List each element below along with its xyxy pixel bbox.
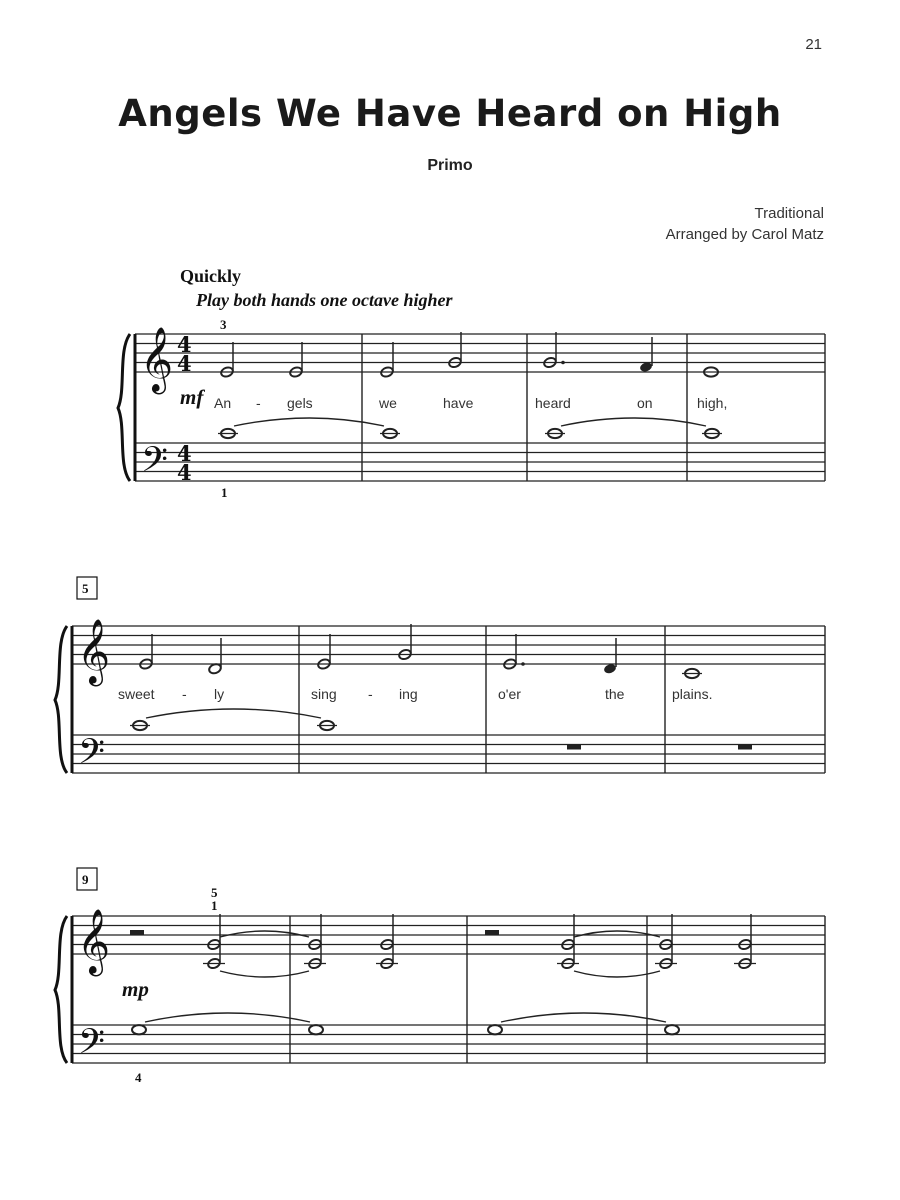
- fingering: 1: [221, 485, 228, 500]
- brace: [55, 626, 67, 773]
- lyric: on: [637, 395, 653, 411]
- fingering: 5: [211, 885, 218, 900]
- lyric: heard: [535, 395, 571, 411]
- lyric: high,: [697, 395, 728, 411]
- lyric: -: [368, 686, 373, 702]
- lyric: the: [605, 686, 625, 702]
- dynamic-marking: mf: [180, 385, 204, 409]
- brace: [118, 334, 130, 481]
- bass-clef-icon: 𝄢: [78, 1021, 106, 1070]
- lyric: -: [256, 395, 261, 411]
- half-rest-icon: [485, 930, 499, 935]
- treble-clef-icon: 𝄞: [77, 909, 111, 974]
- credit-composer: Traditional: [754, 205, 824, 222]
- bass-notes: [218, 418, 722, 438]
- lyric: sing: [311, 686, 337, 702]
- bass-notes: [132, 1013, 679, 1034]
- subtitle: Primo: [427, 157, 473, 174]
- treble-notes: [139, 624, 702, 678]
- lyrics-line-2: [118, 686, 712, 702]
- time-signature-bass: 4: [177, 460, 192, 485]
- lyric: gels: [287, 395, 313, 411]
- fingering: 4: [135, 1070, 142, 1085]
- lyric: ing: [399, 686, 418, 702]
- time-signature-bass: 4: [177, 441, 192, 466]
- bass-staff: [72, 1025, 825, 1063]
- treble-staff: [72, 916, 825, 954]
- lyric: have: [443, 395, 474, 411]
- bass-clef-icon: 𝄢: [141, 439, 169, 488]
- page-number: 21: [805, 36, 822, 53]
- credit-arranger: Arranged by Carol Matz: [665, 226, 824, 243]
- system-2: [55, 577, 825, 780]
- page-title: Angels We Have Heard on High: [118, 92, 782, 135]
- treble-clef-icon: 𝄞: [77, 619, 111, 684]
- system-1: [118, 317, 825, 500]
- bass-staff: [72, 735, 825, 773]
- treble-notes: [220, 332, 718, 378]
- whole-rest-icon: [738, 745, 752, 750]
- fingering: 1: [211, 898, 218, 913]
- tempo-marking: Quickly: [180, 266, 242, 286]
- performance-instruction: Play both hands one octave higher: [196, 290, 453, 310]
- whole-rest-icon: [567, 745, 581, 750]
- lyric: An: [214, 395, 232, 411]
- fingering: 3: [220, 317, 227, 332]
- brace: [55, 916, 67, 1063]
- system-3: [55, 868, 825, 1085]
- measure-number: 9: [82, 872, 89, 887]
- lyric: -: [182, 686, 187, 702]
- treble-notes: [130, 914, 756, 977]
- time-signature-treble: 4: [177, 351, 192, 376]
- lyric: plains.: [672, 686, 713, 702]
- treble-clef-icon: 𝄞: [140, 327, 174, 392]
- half-rest-icon: [130, 930, 144, 935]
- treble-staff: [72, 626, 825, 664]
- lyric: we: [379, 395, 397, 411]
- measure-number: 5: [82, 581, 89, 596]
- lyric: ly: [214, 686, 225, 702]
- lyric: sweet: [118, 686, 155, 702]
- dynamic-marking: mp: [122, 977, 149, 1001]
- time-signature-treble: 4: [177, 332, 192, 357]
- lyric: o'er: [498, 686, 521, 702]
- bass-clef-icon: 𝄢: [78, 731, 106, 780]
- lyrics-line-1: [214, 395, 727, 411]
- bass-staff: [135, 443, 825, 481]
- treble-staff: [135, 334, 825, 372]
- bass-notes: [130, 709, 752, 750]
